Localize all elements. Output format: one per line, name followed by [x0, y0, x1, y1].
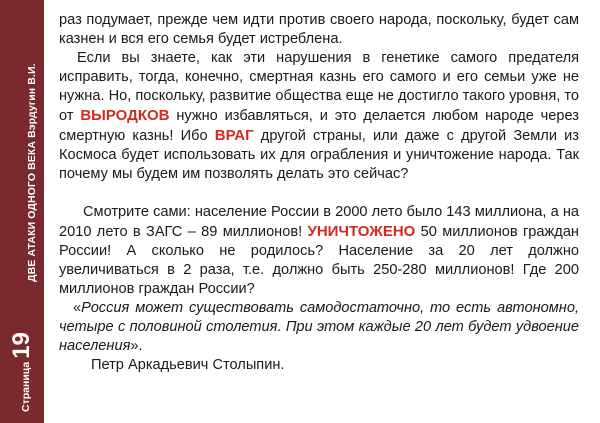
sidebar	[0, 0, 44, 423]
paragraph-3-text-b: 50 миллионов граждан России! А сколько не родилось? Население за 20 лет должно увеличиваться в 2 раза, т.е. должно быть 250-280 миллионов! Где 200 миллионов граждан России?	[59, 224, 579, 297]
paragraph-2-text-a: Если вы знаете, как эти нарушения в генетике самого предателя исправить, тогда, конечно, смертная казнь его самого и его семьи уже не нужна. Но, поскольку, развитие общества еще не достигло такого уровня, то от	[59, 50, 579, 124]
quote-text: Россия может существовать самодостаточно, то есть автономно, четыре с половиной столетия. При этом каждые 20 лет будет удвоение населения	[59, 300, 579, 354]
paragraph-2	[59, 49, 579, 184]
highlight-unichtozheno: УНИЧТОЖЕНО	[307, 223, 416, 240]
highlight-vyrodkov: ВЫРОДКОВ	[80, 107, 170, 124]
quote-close-mark: ».	[130, 338, 143, 354]
paragraph-3	[59, 203, 579, 299]
paragraph-2-text-c: другой страны, или даже с другой Земли из Космоса будет использовать их для ограбления и уничтожение народа. Так почему мы будем им позволять делать это сейчас?	[59, 128, 579, 182]
highlight-vrag: ВРАГ	[214, 127, 254, 144]
quote-open-mark: «	[73, 300, 82, 316]
page-indicator	[10, 332, 34, 412]
quote-signature: Петр Аркадьевич Столыпин.	[91, 357, 285, 373]
paragraph-1-text: раз подумает, прежде чем идти против своего народа, поскольку, будет сам казнен и вся его семья будет истреблена.	[59, 12, 579, 47]
book-title: ДВЕ АТАКИ ОДНОГО ВЕКА Вэрдугин В.И.	[26, 63, 38, 282]
paragraph-1	[59, 11, 579, 49]
quote	[59, 299, 579, 356]
page-label: Страница	[20, 361, 32, 412]
page-content	[59, 11, 579, 375]
paragraph-2-text-b: нужно избавляться, и это делается любом народе через смертную казнь! Ибо	[59, 108, 579, 144]
paragraph-3-text-a: Смотрите сами: население России в 2000 лето было 143 миллиона, а на 2010 лето в ЗАГС – 89 миллионов!	[59, 204, 579, 240]
page-number: 19	[8, 332, 35, 359]
